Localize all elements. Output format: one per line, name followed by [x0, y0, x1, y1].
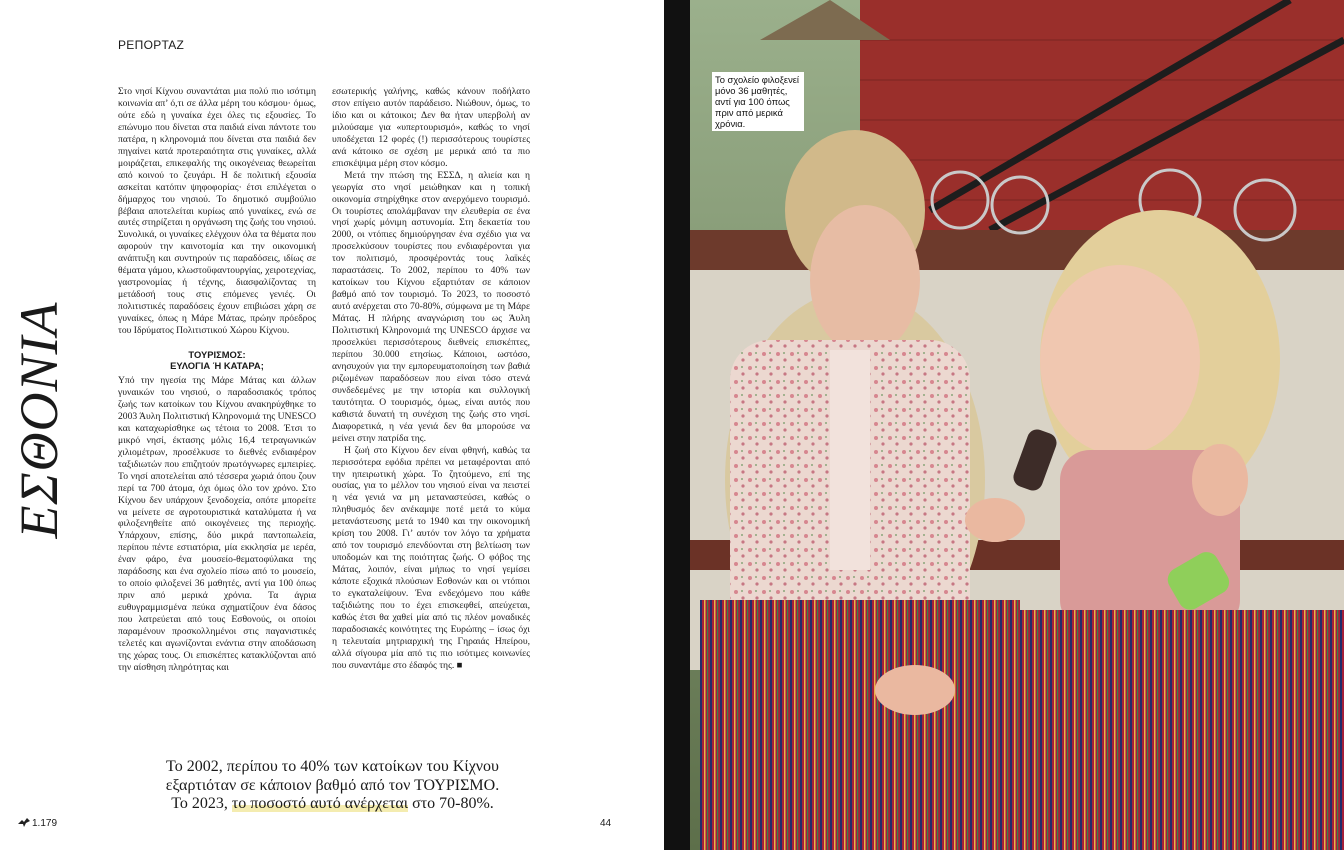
folio-right: 44 — [600, 818, 612, 829]
subheading — [118, 349, 316, 371]
vertical-title — [9, 300, 69, 540]
photo-caption: Το σχολείο φιλοξενεί μόνο 36 μαθητές, αντί για 100 όπως πριν από μερικά χρόνια. — [712, 72, 804, 131]
pull-quote-highlight: το ποσοστό αυτό ανέρχεται — [231, 795, 409, 813]
subheading-line: ΕΥΛΟΓΙΑ Ή ΚΑΤΑΡΑ; — [170, 360, 264, 372]
body-paragraph: εσωτερικής γαλήνης, καθώς κάνουν ποδήλατο στον επίγειο αυτόν παράδεισο. Νιώθουν, όμως, το ίδιο και οι κάτοικοι; Δεν θα ήταν υπερβολή αν μιλούσαμε για «υπερτουρισμό», καθώς το νησί υποδέχεται 12 φορές (!) περισσότερους τουρίστες ανά κάτοικο σε σχέση με μερικά από τα πιο επισκέψιμα μέρη στον κόσμο. — [332, 86, 530, 169]
folio-number: 1.179 — [32, 818, 58, 829]
text-column-2 — [332, 86, 530, 672]
pull-quote-text: Το 2023, — [171, 795, 232, 813]
text-column-1 — [118, 86, 316, 674]
pull-quote-line — [100, 795, 565, 814]
pull-quote-text: στο 70-80%. — [408, 795, 494, 813]
pull-quote — [100, 758, 565, 814]
body-paragraph: Στο νησί Κίχνου συναντάται μια πολύ πιο ισότιμη κοινωνία απ’ ό,τι σε άλλα μέρη του κόσμου· όμως, ούτε εδώ η γυναίκα έχει όλες τις εξουσίες. Το επώνυμο που δίνεται στα παιδιά είναι πάντοτε του πατέρα, η κληρονομιά που δίνεται στα παιδιά δεν πηγαίνει κατά προτεραιότητα στις γυναίκες, αλλά μοιράζεται, επικεφαλής της οικογένειας θεωρείται από κοινού το ζευγάρι. Η δε πολιτική εξουσία ασκείται κατόπιν ψηφοφορίας· έτσι επιλέγεται ο δήμαρχος του νησιού. Το δημοτικό συμβούλιο βέβαια αποτελείται κυρίως από γυναίκες, ενώ σε αυτές στηρίζεται η οργάνωση της ζωής του νησιού. Συνολικά, οι γυναίκες ελέγχουν όλα τα θέματα που αφορούν την καινοτομία και την οικονομική ανάπτυξη και συντηρούν τις παραδόσεις, ιδίως σε θέματα γάμου, κλωστοϋφαντουργίας, χειροτεχνίας, γαστρονομίας ή τέχνης, διασφαλίζοντας τη μετάδοσή τους στις επόμενες γενιές. Οι πολιτιστικές παραδόσεις έχουν επιβιώσει χάρη σε γυναίκες, όπως η Μάρε Μάτας, πρώην πρόεδρος του Ιδρύματος Πολιτιστικού Χώρου Κίχνου. — [118, 86, 316, 337]
body-paragraph: Μετά την πτώση της ΕΣΣΔ, η αλιεία και η γεωργία στο νησί μειώθηκαν και η τοπική οικονομία στηρίχθηκε στον ανερχόμενο τουρισμό. Οι τουρίστες απολάμβαναν την ελευθερία σε ένα νησί χωρίς μόνιμη αστυνομία. Στη δεκαετία του 2000, οι ντόπιες δημιούργησαν ένα σχέδιο για να προσελκύσουν τουρίστες που ενδιαφέρονται για τον πολιτισμό, προσφέροντάς τους λαϊκές παραστάσεις. Το 2002, περίπου το 40% των κατοίκων του Κίχνου εξαρτιόταν σε κάποιον βαθμό από τον τουρισμό. Το 2023, το ποσοστό αυτό ανέρχεται στο 70-80%, σύμφωνα με τη Μάρε Μάτας. Η πλήρης αναγνώριση του ως Άυλη Πολιτιστική Κληρονομιά της UNESCO άρχισε να προσελκύει περισσότερους διεθνείς επισκέπτες, περίπου 30.000 ετησίως. Κάποιοι, ωστόσο, ανησυχούν για την εμπορευματοποίηση των βαθιά ριζωμένων παραδόσεων που είναι τόσο στενά συνδεδεμένες με την ιστορία και συλλογική ταυτότητα. Ο τουρισμός, όμως, είναι αυτός που καθιστά δυνατή τη συνέχιση της ζωής στο νησί. Διαφορετικά, η νέα γενιά δεν θα μπορούσε να μείνει στην πατρίδα της. — [332, 169, 530, 444]
left-page — [0, 0, 664, 850]
section-label: ΡΕΠΟΡΤΑΖ — [118, 38, 185, 52]
pull-quote-line: Το 2002, περίπου το 40% των κατοίκων του Κίχνου — [166, 758, 499, 775]
body-paragraph: Η ζωή στο Κίχνου δεν είναι φθηνή, καθώς τα περισσότερα εφόδια πρέπει να μεταφέρονται από την ηπειρωτική χώρα. Το ζητούμενο, επί της ουσίας, για το μέλλον του νησιού είναι να πειστεί η νέα γενιά να μη μεταναστεύσει, καθώς ο πληθυσμός δεν ανέκαμψε ποτέ μετά το κύμα μετανάστευσης μετά το 1940 και την οικονομική κρίση του 2008. Γι’ αυτόν τον λόγο τα χρήματα από τον τουρισμό επενδύονται στη βελτίωση των υποδομών και της ποιότητας ζωής. Ο φόβος της Μάτας, λοιπόν, είναι μήπως το νησί γεμίσει κάποτε εξοχικά πλούσιων Εσθονών και οι ντόπιοι το εγκαταλείψουν. Ένα ενδεχόμενο που κάθε ταξιδιώτης που το έχει επισκεφθεί, απεύχεται, καθώς έτσι θα χαθεί μία από τις πλέον μοναδικές παραδοσιακές κοινότητες της Ευρώπης – ίσως όχι η τελευταία μητριαρχική της Γηραιάς Ηπείρου, αλλά σίγουρα μία από τις πιο ισότιμες κοινωνίες που συναντάμε στο έδαφός της. ■ — [332, 444, 530, 671]
body-paragraph: Υπό την ηγεσία της Μάρε Μάτας και άλλων γυναικών του νησιού, ο παραδοσιακός τρόπος ζωής των κατοίκων του Κίχνου ανακηρύχθηκε το 2003 Άυλη Πολιτιστική Κληρονομιά της UNESCO και καταχωρίσθηκε ως τέτοια το 2008. Έτσι το μικρό νησί, έκτασης μόλις 16,4 τετραγωνικών χιλιομέτρων, προσέλκυσε το διεθνές ενδιαφέρον ταξιδιωτών που επιζητούν πρωτόγνωρες εμπειρίες. Το νησί αποτελείται από τέσσερα χωριά όπου ζουν περί τα 700 άτομα, όχι όμως όλο τον χρόνο. Στο Κίχνου δεν υπάρχουν ξενοδοχεία, οπότε μπορείτε να μείνετε σε αγροτουριστικά καταλύματα ή να φιλοξενηθείτε από οικογένειες της περιοχής. Υπάρχουν, επίσης, δύο μικρά παντοπωλεία, περίπου πέντε εστιατόρια, μία εκκλησία με ιερέα, έναν φάρο, ένα μουσείο-θεματοφύλακα της παράδοσης και ένα σχολείο πίσω από το μουσείο, το οποίο φιλοξενεί 36 μαθητές, αντί για 100 όπως πριν από μερικά χρόνια. Τα άγρια ευθυγραμμισμένα πεύκα σχηματίζουν ένα δάσος που λατρεύεται από τους Εσθονούς, οι οποίοι παραμένουν προσκολλημένοι στις παγανιστικές τελετές και αγωνίζονται ενάντια στην αποδάσωση της χώρας τους. Οι επισκέπτες κατακλύζονται από την αίσθηση πληρότητας και — [118, 375, 316, 673]
bird-logo-icon — [18, 818, 30, 827]
pull-quote-line: εξαρτιόταν σε κάποιον βαθμό από τον ΤΟΥΡΙΣΜΟ. — [165, 776, 500, 794]
subheading-line: ΤΟΥΡΙΣΜΟΣ: — [188, 349, 246, 361]
article-title: ΕΣΘΟΝΙΑ — [9, 301, 69, 539]
page-gutter — [664, 0, 690, 850]
photo-page — [690, 0, 1344, 850]
folio-left — [18, 818, 57, 829]
